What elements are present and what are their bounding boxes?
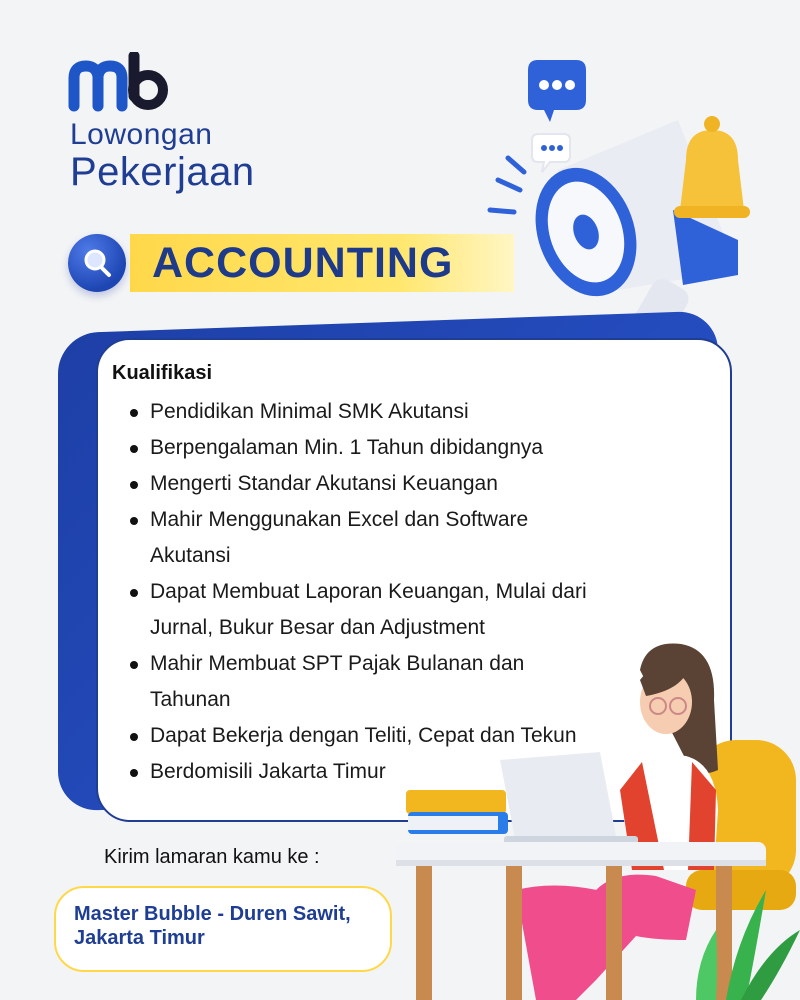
qualifications-heading: Kualifikasi (112, 362, 213, 384)
brand-title: Pekerjaan (70, 150, 255, 194)
list-item: Dapat Membuat Laporan Keuangan, Mulai dari Jurnal, Bukur Besar dan Adjustment (128, 574, 648, 646)
address-line-2: Jakarta Timur (74, 927, 205, 949)
brand-subtitle: Lowongan (70, 118, 213, 151)
list-item: Dapat Bekerja dengan Teliti, Cepat dan Tekun (128, 718, 688, 754)
chat-bubble-icon (528, 60, 586, 122)
search-icon (68, 234, 126, 292)
list-item: Mengerti Standar Akutansi Keuangan (128, 466, 688, 502)
list-item: Pendidikan Minimal SMK Akutansi (128, 394, 688, 430)
list-item: Berpengalaman Min. 1 Tahun dibidangnya (128, 430, 688, 466)
list-item: Mahir Menggunakan Excel dan Software Akutansi (128, 502, 568, 574)
job-title-banner (130, 234, 514, 292)
mb-logo (68, 52, 172, 112)
bell-icon (674, 116, 750, 218)
send-application-label: Kirim lamaran kamu ke : (104, 846, 320, 868)
address-line-1: Master Bubble - Duren Sawit, (74, 903, 351, 925)
job-title: ACCOUNTING (152, 238, 454, 287)
list-item: Berdomisili Jakarta Timur (128, 754, 688, 790)
woman-at-laptop-illustration (396, 640, 800, 1000)
list-item: Mahir Membuat SPT Pajak Bulanan dan Tahunan (128, 646, 548, 718)
